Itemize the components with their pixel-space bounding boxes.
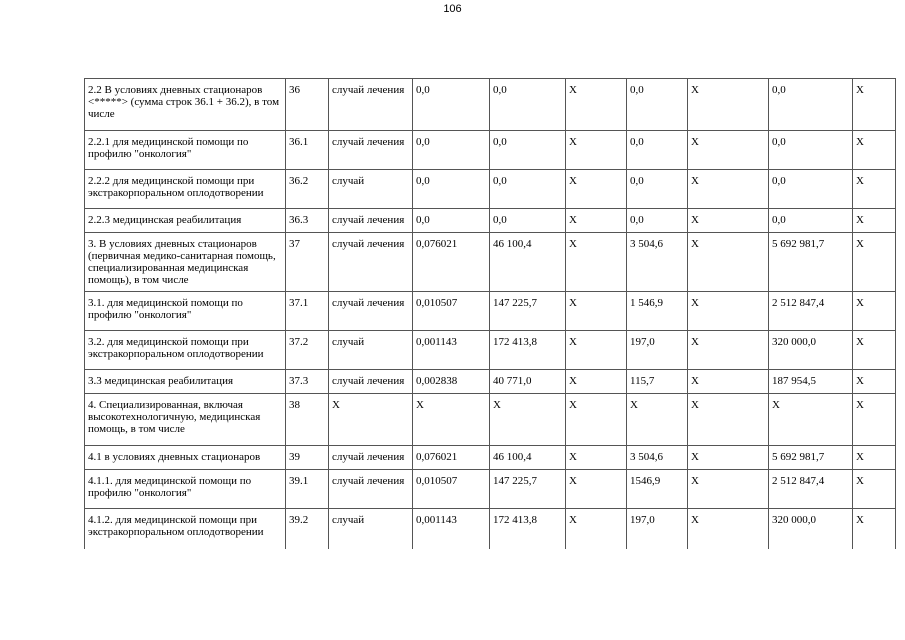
cell-norm-volume: 0,0 — [413, 79, 490, 131]
cell-col-x3: X — [853, 394, 896, 446]
cell-col-x3: X — [853, 470, 896, 509]
cell-col-x1: X — [566, 470, 627, 509]
cell-unit: случай лечения — [329, 292, 413, 331]
cell-col-x3: X — [853, 331, 896, 370]
cell-col-x3: X — [853, 292, 896, 331]
cell-per-capita: 3 504,6 — [627, 446, 688, 470]
cell-col-x2: X — [688, 79, 769, 131]
cell-row-code: 36 — [286, 79, 329, 131]
table-row — [85, 209, 896, 233]
cell-unit: X — [329, 394, 413, 446]
cell-unit: случай лечения — [329, 233, 413, 292]
cell-col-x2: X — [688, 209, 769, 233]
cell-col-x1: X — [566, 394, 627, 446]
cell-norm-volume: X — [413, 394, 490, 446]
cell-total-cost: 320 000,0 — [769, 331, 853, 370]
cell-col-x2: X — [688, 331, 769, 370]
cell-per-capita: 0,0 — [627, 79, 688, 131]
table-row — [85, 394, 896, 446]
cell-col-x1: X — [566, 170, 627, 209]
cell-norm-volume: 0,001143 — [413, 509, 490, 549]
cell-norm-cost: 147 225,7 — [490, 292, 566, 331]
cell-row-name: 3.3 медицинская реабилитация — [85, 370, 286, 394]
cell-col-x2: X — [688, 131, 769, 170]
table-row — [85, 470, 896, 509]
data-table — [84, 78, 896, 549]
cell-norm-cost: 46 100,4 — [490, 233, 566, 292]
cell-col-x2: X — [688, 394, 769, 446]
cell-total-cost: 0,0 — [769, 131, 853, 170]
cell-per-capita: 0,0 — [627, 170, 688, 209]
cell-norm-volume: 0,010507 — [413, 292, 490, 331]
cell-row-name: 3.2. для медицинской помощи при экстракорпоральном оплодотворении — [85, 331, 286, 370]
cell-unit: случай лечения — [329, 131, 413, 170]
cell-col-x1: X — [566, 79, 627, 131]
cell-col-x3: X — [853, 509, 896, 549]
table-row — [85, 170, 896, 209]
cell-total-cost: 2 512 847,4 — [769, 292, 853, 331]
cell-per-capita: X — [627, 394, 688, 446]
cell-col-x1: X — [566, 331, 627, 370]
cell-row-code: 39 — [286, 446, 329, 470]
cell-norm-cost: 0,0 — [490, 209, 566, 233]
cell-col-x3: X — [853, 170, 896, 209]
cell-per-capita: 197,0 — [627, 331, 688, 370]
cell-row-name: 4.1 в условиях дневных стационаров — [85, 446, 286, 470]
cell-row-name: 2.2.3 медицинская реабилитация — [85, 209, 286, 233]
cell-row-code: 36.1 — [286, 131, 329, 170]
table-row — [85, 233, 896, 292]
cell-total-cost: 0,0 — [769, 209, 853, 233]
cell-norm-cost: 0,0 — [490, 131, 566, 170]
cell-total-cost: X — [769, 394, 853, 446]
cell-unit: случай лечения — [329, 370, 413, 394]
cell-col-x1: X — [566, 131, 627, 170]
cell-norm-volume: 0,076021 — [413, 446, 490, 470]
cell-unit: случай — [329, 170, 413, 209]
cell-row-code: 39.1 — [286, 470, 329, 509]
cell-norm-volume: 0,002838 — [413, 370, 490, 394]
cell-row-code: 37.1 — [286, 292, 329, 331]
table-row — [85, 79, 896, 131]
cell-row-name: 2.2.1 для медицинской помощи по профилю "онкология" — [85, 131, 286, 170]
cell-col-x3: X — [853, 131, 896, 170]
cell-per-capita: 3 504,6 — [627, 233, 688, 292]
cell-norm-cost: 40 771,0 — [490, 370, 566, 394]
table-row — [85, 292, 896, 331]
cell-total-cost: 5 692 981,7 — [769, 233, 853, 292]
cell-row-code: 39.2 — [286, 509, 329, 549]
cell-norm-cost: 147 225,7 — [490, 470, 566, 509]
cell-total-cost: 0,0 — [769, 79, 853, 131]
cell-col-x2: X — [688, 233, 769, 292]
cell-norm-volume: 0,0 — [413, 131, 490, 170]
cell-row-code: 37.2 — [286, 331, 329, 370]
cell-norm-volume: 0,010507 — [413, 470, 490, 509]
cell-row-name: 3. В условиях дневных стационаров (первичная медико-санитарная помощь, специализированная медицинская помощь), в том числе — [85, 233, 286, 292]
cell-norm-volume: 0,076021 — [413, 233, 490, 292]
cell-norm-cost: 172 413,8 — [490, 331, 566, 370]
cell-row-name: 4.1.2. для медицинской помощи при экстракорпоральном оплодотворении — [85, 509, 286, 549]
cell-unit: случай лечения — [329, 79, 413, 131]
cell-unit: случай лечения — [329, 209, 413, 233]
cell-per-capita: 0,0 — [627, 131, 688, 170]
cell-col-x3: X — [853, 209, 896, 233]
cell-col-x2: X — [688, 470, 769, 509]
cell-norm-volume: 0,0 — [413, 170, 490, 209]
cell-col-x2: X — [688, 509, 769, 549]
cell-total-cost: 187 954,5 — [769, 370, 853, 394]
cell-col-x3: X — [853, 370, 896, 394]
cell-unit: случай — [329, 509, 413, 549]
page-number: 106 — [443, 3, 462, 15]
table-row — [85, 331, 896, 370]
cell-row-code: 37 — [286, 233, 329, 292]
cell-row-code: 36.3 — [286, 209, 329, 233]
cell-col-x1: X — [566, 233, 627, 292]
cell-row-code: 37.3 — [286, 370, 329, 394]
cell-col-x1: X — [566, 370, 627, 394]
cell-col-x2: X — [688, 170, 769, 209]
cell-col-x1: X — [566, 446, 627, 470]
table-row — [85, 509, 896, 549]
cell-per-capita: 1546,9 — [627, 470, 688, 509]
table-row — [85, 131, 896, 170]
cell-row-name: 2.2 В условиях дневных стационаров <*****> (сумма строк 36.1 + 36.2), в том числе — [85, 79, 286, 131]
cell-col-x1: X — [566, 292, 627, 331]
cell-row-name: 3.1. для медицинской помощи по профилю "онкология" — [85, 292, 286, 331]
cell-col-x2: X — [688, 446, 769, 470]
cell-per-capita: 115,7 — [627, 370, 688, 394]
cell-total-cost: 5 692 981,7 — [769, 446, 853, 470]
cell-norm-cost: 0,0 — [490, 79, 566, 131]
cell-per-capita: 1 546,9 — [627, 292, 688, 331]
cell-unit: случай лечения — [329, 470, 413, 509]
cell-unit: случай — [329, 331, 413, 370]
cell-col-x1: X — [566, 509, 627, 549]
cell-per-capita: 0,0 — [627, 209, 688, 233]
cell-unit: случай лечения — [329, 446, 413, 470]
cell-row-code: 36.2 — [286, 170, 329, 209]
cell-total-cost: 0,0 — [769, 170, 853, 209]
cell-col-x1: X — [566, 209, 627, 233]
cell-norm-cost: 46 100,4 — [490, 446, 566, 470]
cell-col-x3: X — [853, 79, 896, 131]
cell-norm-volume: 0,001143 — [413, 331, 490, 370]
cell-row-name: 4.1.1. для медицинской помощи по профилю "онкология" — [85, 470, 286, 509]
cell-col-x3: X — [853, 446, 896, 470]
cell-norm-volume: 0,0 — [413, 209, 490, 233]
cell-norm-cost: X — [490, 394, 566, 446]
table-row — [85, 446, 896, 470]
cell-row-name: 2.2.2 для медицинской помощи при экстракорпоральном оплодотворении — [85, 170, 286, 209]
cell-total-cost: 2 512 847,4 — [769, 470, 853, 509]
cell-total-cost: 320 000,0 — [769, 509, 853, 549]
cell-row-code: 38 — [286, 394, 329, 446]
cell-row-name: 4. Специализированная, включая высокотехнологичную, медицинская помощь, в том числе — [85, 394, 286, 446]
cell-col-x2: X — [688, 292, 769, 331]
cell-col-x2: X — [688, 370, 769, 394]
cell-col-x3: X — [853, 233, 896, 292]
table-row — [85, 370, 896, 394]
cell-norm-cost: 0,0 — [490, 170, 566, 209]
cell-per-capita: 197,0 — [627, 509, 688, 549]
cell-norm-cost: 172 413,8 — [490, 509, 566, 549]
